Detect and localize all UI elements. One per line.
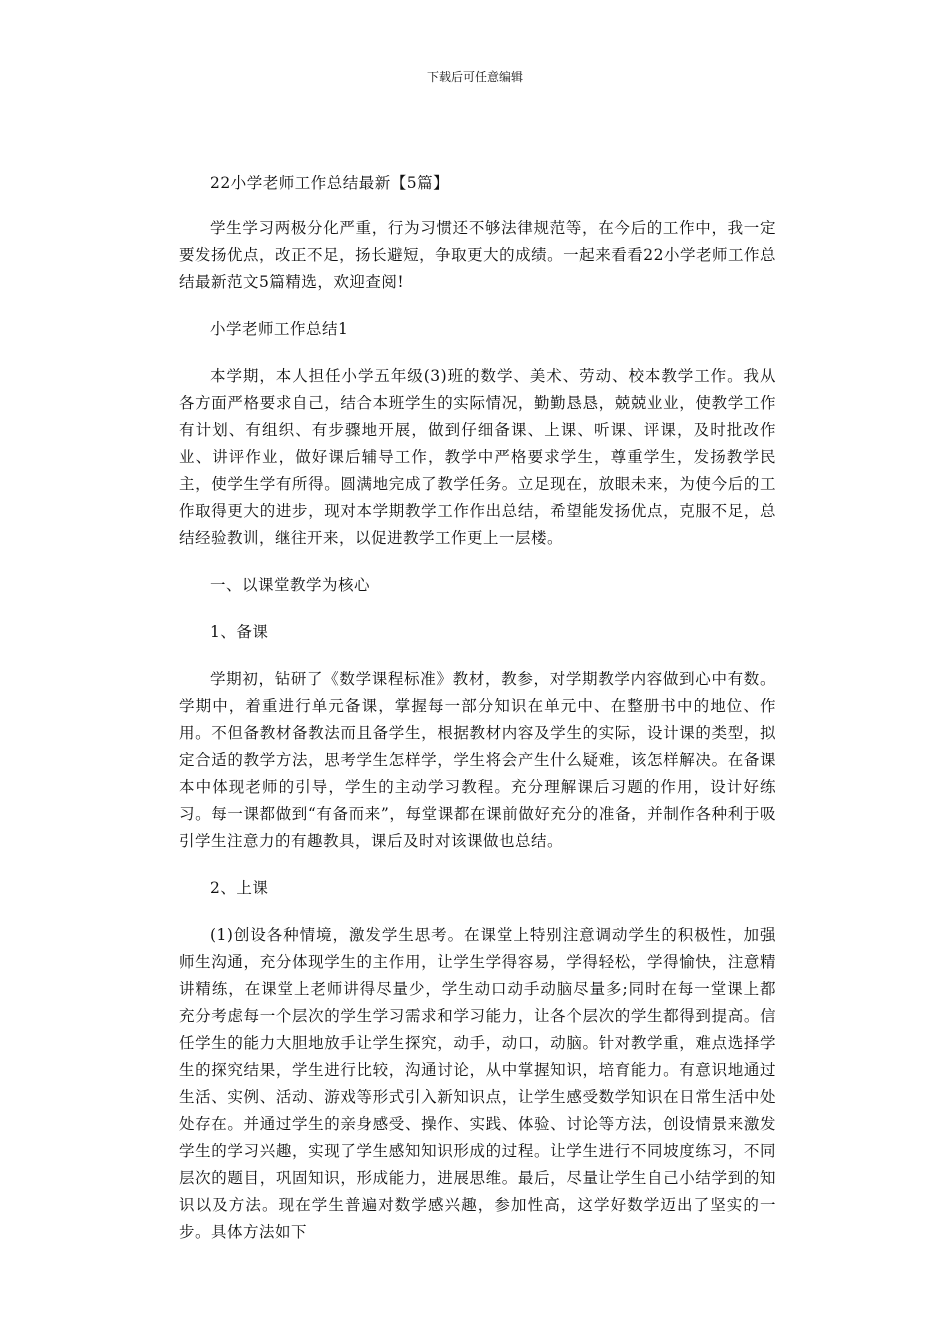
prep-heading: 1、备课 [210, 623, 269, 641]
document-title: 22小学老师工作总结最新【5篇】 [210, 174, 450, 192]
document-body [179, 170, 776, 1266]
class-heading: 2、上课 [210, 879, 269, 897]
core-heading: 一、以课堂教学为核心 [210, 576, 371, 594]
page-header: 下载后可任意编辑 [426, 70, 523, 84]
section-paragraph: 本学期，本人担任小学五年级(3)班的数学、美术、劳动、校本教学工作。我从各方面严格要求自己，结合本班学生的实际情况，勤勤恳恳，兢兢业业，使教学工作有计划、有组织、有步骤地开展，做到仔细备课、上课、听课、评课，及时批改作业、讲评作业，做好课后辅导工作，教学中严格要求学生，尊重学生，发扬教学民主，使学生学有所得。圆满地完成了教学任务。立足现在，放眼未来，为使今后的工作取得更大的进步，现对本学期教学工作作出总结，希望能发扬优点，克服不足，总结经验教训，继往开来，以促进教学工作更上一层楼。 [179, 367, 776, 547]
section-title: 小学老师工作总结1 [210, 320, 349, 338]
class-paragraph: (1)创设各种情境，激发学生思考。在课堂上特别注意调动学生的积极性，加强师生沟通，充分体现学生的主作用，让学生学得容易，学得轻松，学得愉快，注意精讲精练，在课堂上老师讲得尽量少，学生动口动手动脑尽量多;同时在每一堂课上都充分考虑每一个层次的学生学习需求和学习能力，让各个层次的学生都得到提高。信任学生的能力大胆地放手让学生探究，动手，动口，动脑。针对教学重，难点选择学生的探究结果，学生进行比较，沟通讨论，从中掌握知识，培育能力。有意识地通过生活、实例、活动、游戏等形式引入新知识点，让学生感受数学知识在日常生活中处处存在。并通过学生的亲身感受、操作、实践、体验、讨论等方法，创设情景来激发学生的学习兴趣，实现了学生感知知识形成的过程。让学生进行不同坡度练习，不同层次的题目，巩固知识，形成能力，进展思维。最后，尽量让学生自己小结学到的知识以及方法。现在学生普遍对数学感兴趣，参加性高，这学好数学迈出了坚实的一步。具体方法如下 [179, 926, 776, 1241]
prep-paragraph: 学期初，钻研了《数学课程标准》教材，教参，对学期教学内容做到心中有数。学期中，着重进行单元备课，掌握每一部分知识在单元中、在整册书中的地位、作用。不但备教材备教法而且备学生，根据教材内容及学生的实际，设计课的类型，拟定合适的教学方法，思考学生怎样学，学生将会产生什么疑难，该怎样解决。在备课本中体现老师的引导，学生的主动学习教程。充分理解课后习题的作用，设计好练习。每一课都做到“有备而来”，每堂课都在课前做好充分的准备，并制作各种利于吸引学生注意力的有趣教具，课后及时对该课做也总结。 [179, 670, 776, 850]
intro-paragraph: 学生学习两极分化严重，行为习惯还不够法律规范等，在今后的工作中，我一定要发扬优点，改正不足，扬长避短，争取更大的成绩。一起来看看22小学老师工作总结最新范文5篇精选，欢迎查阅! [179, 219, 776, 291]
